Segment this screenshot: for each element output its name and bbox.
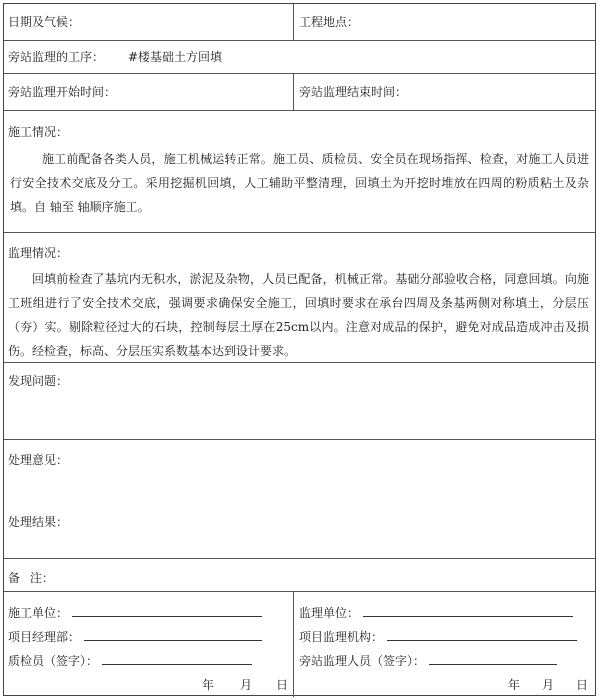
section-remarks xyxy=(4,559,595,592)
supervision-text: 回填前检查了基坑内无积水，淤泥及杂物，人员已配备，机械正常。基础分部验收合格，同意回填。向施工班组进行了安全技术交底，强调要求确保安全施工，回填时要求在承台四周及条基两侧对称填土，分层压（夯）实。剔除粒径过大的石块，控制每层土厚在25cm以内。注意对成品的保护，避免对成品造成冲击及损伤。经检查，标高、分层压实系数基本达到设计要求。 xyxy=(8,272,589,358)
row-times xyxy=(4,74,595,111)
supervisor-person-label xyxy=(299,652,557,669)
handling-opinion-label: 处理意见： xyxy=(8,453,69,467)
section-supervision xyxy=(4,233,595,363)
project-manager-dept-text: 项目经理部： xyxy=(8,630,81,644)
process-value: #楼基础土方回填 xyxy=(128,50,223,64)
end-time-label: 旁站监理结束时间： xyxy=(299,85,408,99)
remarks-label: 备 注： xyxy=(8,571,54,585)
divider xyxy=(293,74,294,110)
row-process xyxy=(4,41,595,74)
left-year: 年 xyxy=(202,678,215,692)
construction-text: 施工前配备各类人员，施工机械运转正常。施工员、质检员、安全员在现场指挥、检查，对施工人员进行安全技术交底及分工。采用挖掘机回填，人工辅助平整清理，回填土为开挖时堆放在四周的粉质粘土及杂填。自 轴至 轴顺序施工。 xyxy=(10,152,589,214)
quality-inspector-text: 质检员（签字）： xyxy=(8,654,99,668)
problems-label: 发现问题： xyxy=(8,374,69,388)
construction-unit-line xyxy=(72,604,262,617)
left-day: 日 xyxy=(276,678,289,692)
section-signatures xyxy=(4,592,595,697)
supervision-record-form xyxy=(3,3,596,696)
project-manager-dept-label xyxy=(8,628,262,645)
divider xyxy=(293,4,294,40)
supervision-unit-label xyxy=(299,604,573,621)
start-time-label: 旁站监理开始时间： xyxy=(8,85,117,99)
left-month: 月 xyxy=(240,678,253,692)
supervision-org-label xyxy=(299,628,577,645)
section-construction xyxy=(4,111,595,233)
project-location-label: 工程地点： xyxy=(299,15,360,29)
right-day: 日 xyxy=(576,678,589,692)
supervision-unit-text: 监理单位： xyxy=(299,606,360,620)
divider xyxy=(293,592,294,697)
project-manager-dept-line xyxy=(84,628,262,641)
quality-inspector-label xyxy=(8,652,252,669)
right-year: 年 xyxy=(508,678,521,692)
supervision-org-text: 项目监理机构： xyxy=(299,630,384,644)
supervision-label: 监理情况： xyxy=(8,246,69,260)
construction-unit-label xyxy=(8,604,262,621)
section-handling xyxy=(4,440,595,559)
row-date-location xyxy=(4,4,595,41)
construction-label: 施工情况： xyxy=(8,125,69,139)
handling-result-label: 处理结果： xyxy=(8,515,69,529)
right-month: 月 xyxy=(542,678,555,692)
supervision-unit-line xyxy=(363,604,573,617)
supervisor-person-text: 旁站监理人员（签字）： xyxy=(299,654,426,668)
supervisor-person-line xyxy=(429,652,557,665)
supervision-org-line xyxy=(387,628,577,641)
process-label: 旁站监理的工序： xyxy=(8,50,105,64)
section-problems xyxy=(4,363,595,440)
date-weather-label: 日期及气候： xyxy=(8,15,81,29)
construction-unit-text: 施工单位： xyxy=(8,606,69,620)
quality-inspector-line xyxy=(102,652,252,665)
